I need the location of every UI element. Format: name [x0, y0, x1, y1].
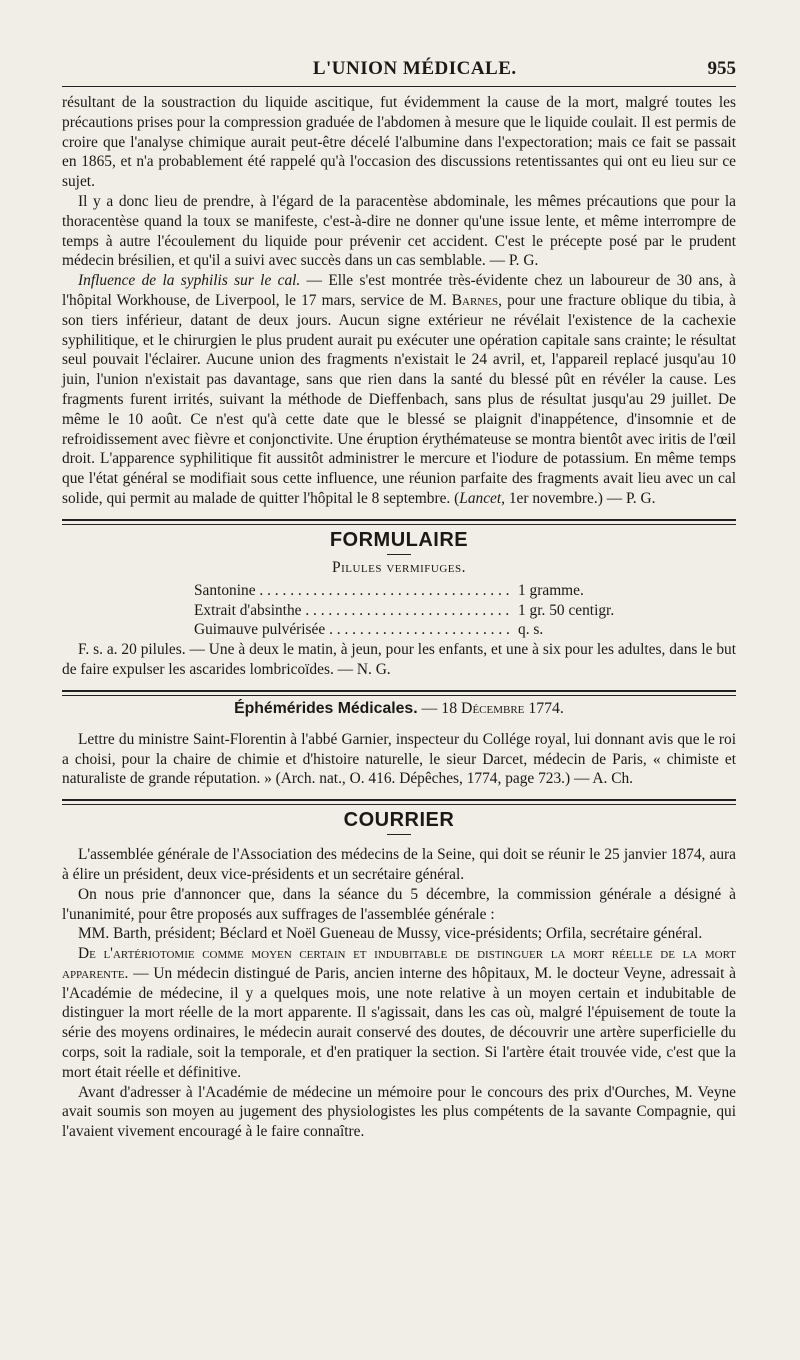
text-column [62, 58, 736, 1142]
courrier-paragraph-2: On nous prie d'annoncer que, dans la séance du 5 décembre, la commission générale a désigné à l'unanimité, pour être proposés aux suffrages de l'assemblée générale : [62, 885, 736, 923]
recipe-instructions: F. s. a. 20 pilules. — Une à deux le matin, à jeun, pour les enfants, et une à six pour les adultes, dans le but de faire expulser les ascarides lombricoïdes. — N. G. [62, 641, 736, 678]
surgeon-name: Barnes [451, 291, 499, 309]
recipe-title: Pilules vermifuges. [331, 558, 467, 576]
section-divider [62, 690, 736, 696]
syphilis-article: Influence de la syphilis sur le cal. — Elle s'est montrée très-évidente chez un laboureur de 30 ans, à l'hôpital Workhouse, de Liverpool, le 17 mars, service de M. Barnes, pour une fracture oblique du tibia, à son tiers inférieur, datant de deux jours. Aucun signe extérieur ne révélait l'existence de la cachexie syphilitique, et le chirurgien le plus prudent aurait pu exécuter une opération capitale sans crainte; le résultat seul pouvait l'éclairer. Aucune union des fragments n'existait le 24 avril, et, l'appareil replacé jusqu'au 10 juin, l'union n'existait pas davantage, sans que rien dans la santé du blessé pût en révéler la cause. Les fragments furent irrités, suivant la méthode de Dieffenbach, sans plus de résultat jusqu'au 29 juillet. De même le 10 août. Ce n'est qu'à cette date que le blessé se plaignit d'inappétence, d'insomnie et de refroidissement avec fièvre et conjonctivite. Une éruption érythémateuse se montra bientôt avec iritis de l'œil droit. L'apparence syphilitique fit aussitôt administrer le mercure et l'iodure de potassium. En même temps que l'état général se modifiait sous cette influence, une réunion parfaite des fragments avait lieu avec un cal solide, qui permit au malade de quitter l'hôpital le 8 septembre. (Lancet, 1er novembre.) — P. G. [62, 272, 736, 507]
journal-title: L'UNION MÉDICALE. [312, 58, 517, 79]
arteriotomie-heading: De l'artériotomie comme moyen certain et indubitable de distinguer la mort réelle de la mort apparente. [62, 945, 736, 982]
heading-dash [387, 834, 411, 835]
intro-paragraph-2: Il y a donc lieu de prendre, à l'égard de la paracentèse abdominale, les mêmes précautions que pour la thoracentèse quand la toux se manifeste, c'est-à-dire ne donner qu'une issue lente, et même interrompre de temps à autre l'écoulement du liquide pour prévenir cet accident. C'est le précepte posé par le prudent médecin brésilien, et qu'il a suivi avec succès dans un cas semblable. — P. G. [62, 192, 736, 270]
ephemerides-date: — 18 Décembre 1774. [417, 699, 564, 717]
ingredient-row: Extrait d'absinthe . . . 1 gr. 50 centigr. [194, 601, 642, 621]
formulaire-heading: FORMULAIRE [329, 528, 469, 551]
intro-paragraph-1: résultant de la soustraction du liquide ascitique, fut évidemment la cause de la mort, malgré toutes les précautions prises pour la compression graduée de l'abdomen à mesure que le liquide coulait. Il est permis de croire que l'analyse chimique aurait peut-être décelé l'albumine dans l'expectoration; mais ce fait se passait en 1865, et n'a probablement été rappelé qu'à l'occasion des discussions retentissantes qui ont eu lieu sur ce sujet. [62, 94, 736, 191]
section-divider [62, 799, 736, 805]
courrier-paragraph-3: MM. Barth, président; Béclard et Noël Gueneau de Mussy, vice-présidents; Orfila, secrétaire général. [78, 925, 703, 943]
ephemerides-text: Lettre du ministre Saint-Florentin à l'abbé Garnier, inspecteur du Collége royal, lui donnant avis que le roi a choisi, pour la chaire de chimie et d'histoire naturelle, le sieur Darcet, médecin de Paris, « chimiste et naturaliste de grande réputation. » (Arch. nat., O. 416. Dépêches, 1774, page 723.) — A. Ch. [62, 730, 736, 788]
source-journal: Lancet [459, 489, 502, 507]
courrier-paragraph-1: L'assemblée générale de l'Association des médecins de la Seine, qui doit se réunir le 25 janvier 1874, aura à élire un président, deux vice-présidents et un secrétaire général. [62, 846, 736, 883]
courrier-heading: COURRIER [343, 809, 455, 832]
ingredient-row: Guimauve pulvérisée . . . q. s. [194, 620, 642, 640]
ephemerides-heading: Éphémérides Médicales. — 18 Décembre 1774. [234, 699, 564, 717]
heading-dash [387, 554, 411, 555]
courrier-paragraph-4: De l'artériotomie comme moyen certain et indubitable de distinguer la mort réelle de la mort apparente. — Un médecin distingué de Paris, ancien interne des hôpitaux, M. le docteur Veyne, adressait à l'Académie de médecine, il y a quelques mois, une note relative à un moyen certain et indubitable de distinguer la mort réelle de la mort apparente. Il s'agissait, dans les cas où, malgré l'épuisement de toute la série des moyens ordinaires, le médecin aurait conservé des doutes, de découvrir une artère superficielle du corps, soit la radiale, soit la temporale, et d'en pratiquer la section. Si l'artère était trouvée vide, c'est que la mort était réelle et définitive. [62, 945, 736, 1081]
running-header [62, 58, 736, 87]
recipe-ingredients [194, 581, 642, 640]
syphilis-article-title: Influence de la syphilis sur le cal. [78, 272, 301, 290]
section-divider [62, 519, 736, 525]
courrier-paragraph-5: Avant d'adresser à l'Académie de médecine un mémoire pour le concours des prix d'Ourches, M. Veyne avait soumis son moyen au jugement des physiologistes les plus compétents de la savante Compagnie, qui l'avaient vivement encouragé à le faire connaître. [62, 1083, 736, 1141]
ingredient-row: Santonine . . . 1 gramme. [194, 581, 642, 601]
page-number: 955 [707, 58, 736, 79]
